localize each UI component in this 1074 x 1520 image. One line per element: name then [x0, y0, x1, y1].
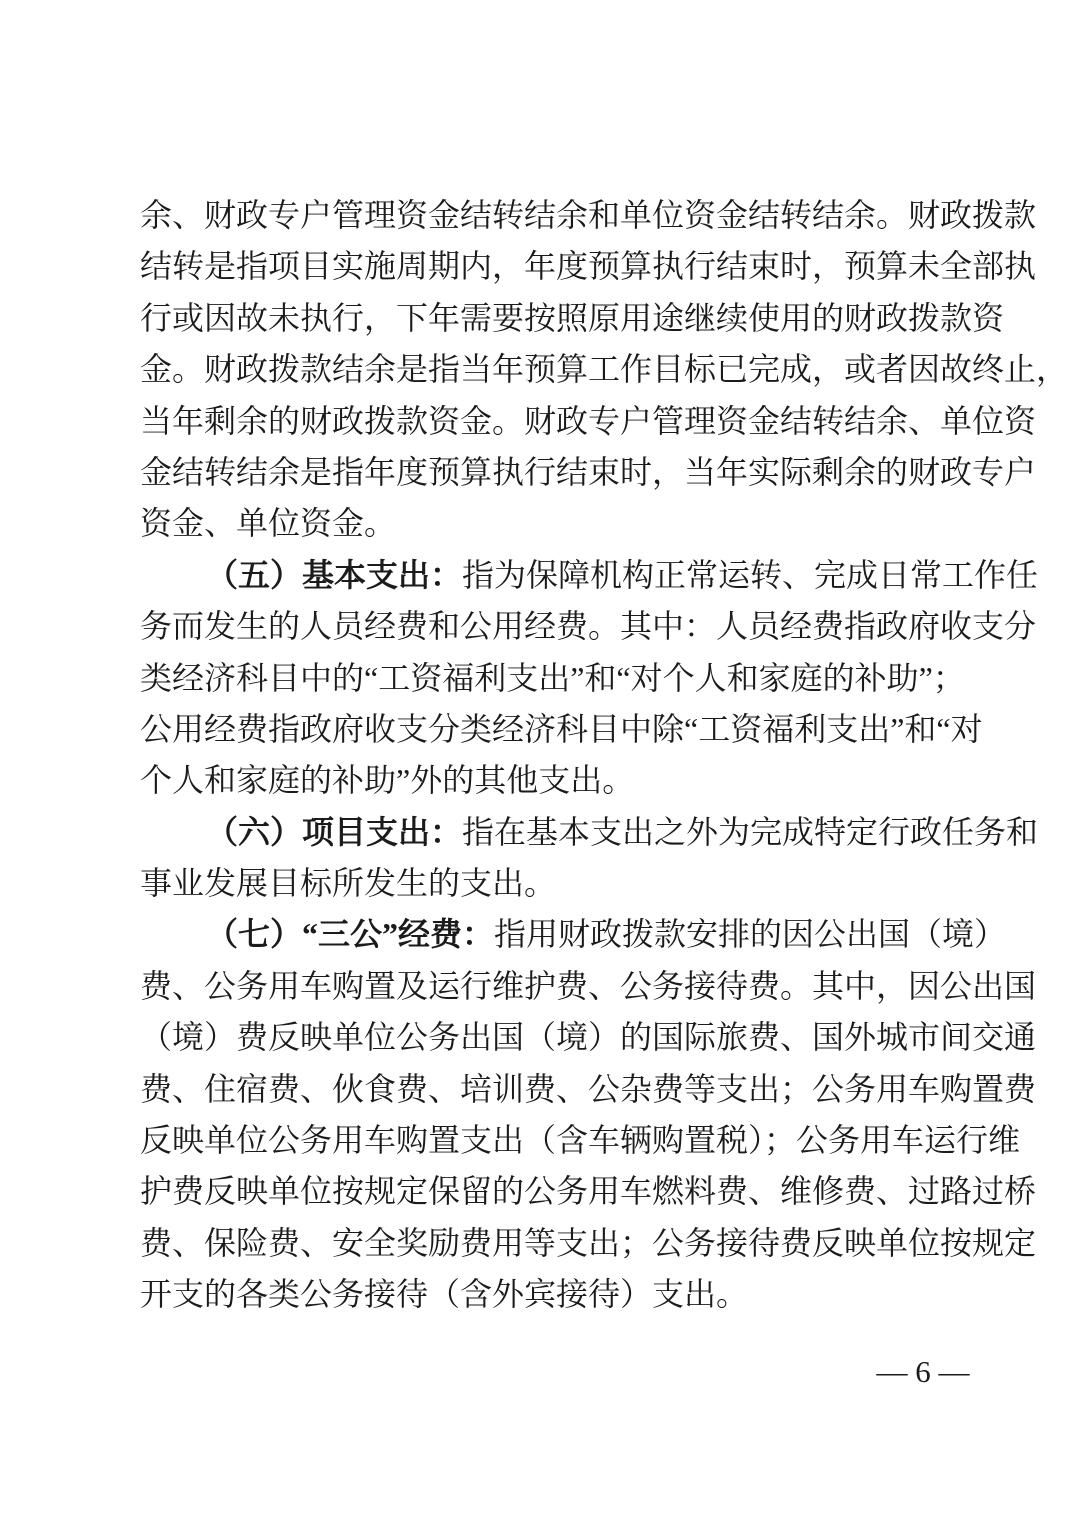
- text-line: [140, 961, 1037, 1012]
- text-line: [140, 447, 1037, 498]
- text-line: [140, 704, 983, 755]
- page-number: — 6 —: [876, 1354, 970, 1389]
- text-line: [140, 1064, 1037, 1115]
- text-line: [140, 909, 1007, 960]
- text-line: [140, 653, 965, 704]
- text-line: [140, 601, 1037, 652]
- text-segment: 公用经费指政府收支分类经济科目中除“工资福利支出”和“对: [140, 710, 983, 747]
- text-line: [140, 755, 936, 806]
- text-line: [140, 1218, 1037, 1269]
- text-segment: 资金、单位资金。: [140, 505, 397, 542]
- text-line: [140, 858, 936, 909]
- text-segment: 类经济科目中的“工资福利支出”和“对个人和家庭的补助”；: [140, 659, 965, 696]
- text-line: [140, 498, 936, 549]
- text-line: [140, 550, 1039, 601]
- text-segment: 金。财政拨款结余是指当年预算工作目标已完成，或者因故终止，: [140, 351, 1069, 388]
- text-segment: （境）费反映单位公务出国（境）的国际旅费、国外城市间交通: [140, 1019, 1037, 1056]
- text-segment: 务而发生的人员经费和公用经费。其中：人员经费指政府收支分: [140, 608, 1037, 645]
- text-line: [140, 1012, 1037, 1063]
- text-segment: 指在基本支出之外为完成特定行政任务和: [462, 813, 1039, 850]
- text-segment: 费、保险费、安全奖励费用等支出；公务接待费反映单位按规定: [140, 1224, 1037, 1261]
- body-text: [140, 190, 1069, 1321]
- text-segment: 事业发展目标所发生的支出。: [140, 865, 557, 902]
- text-line: [140, 190, 1037, 241]
- text-line: [140, 344, 1069, 395]
- text-segment: 指为保障机构正常运转、完成日常工作任: [462, 556, 1039, 593]
- text-segment: 当年剩余的财政拨款资金。财政专户管理资金结转结余、单位资: [140, 402, 1037, 439]
- text-segment: 结转是指项目实施周期内，年度预算执行结束时，预算未全部执: [140, 248, 1037, 285]
- text-line: [140, 293, 1005, 344]
- text-line: [140, 1115, 1021, 1166]
- term-emphasis: （五）基本支出：: [206, 556, 463, 593]
- text-segment: 个人和家庭的补助”外的其他支出。: [140, 762, 635, 799]
- term-emphasis: （七）“三公”经费：: [206, 916, 495, 953]
- text-segment: 费、公务用车购置及运行维护费、公务接待费。其中，因公出国: [140, 967, 1037, 1004]
- text-line: [140, 396, 1037, 447]
- text-segment: 费、住宿费、伙食费、培训费、公杂费等支出；公务用车购置费: [140, 1070, 1037, 1107]
- text-line: [140, 1166, 1037, 1217]
- text-segment: 指用财政拨款安排的因公出国（境）: [494, 916, 1007, 953]
- text-segment: 开支的各类公务接待（含外宾接待）支出。: [140, 1276, 749, 1313]
- text-segment: 余、财政专户管理资金结转结余和单位资金结转结余。财政拨款: [140, 197, 1037, 233]
- text-line: [140, 241, 1037, 292]
- text-segment: 行或因故未执行，下年需要按照原用途继续使用的财政拨款资: [140, 299, 1005, 336]
- term-emphasis: （六）项目支出：: [206, 813, 463, 850]
- text-segment: 金结转结余是指年度预算执行结束时，当年实际剩余的财政专户: [140, 453, 1037, 490]
- text-segment: 反映单位公务用车购置支出（含车辆购置税）；公务用车运行维: [140, 1122, 1021, 1159]
- text-segment: 护费反映单位按规定保留的公务用车燃料费、维修费、过路过桥: [140, 1173, 1037, 1210]
- text-line: [140, 807, 1039, 858]
- text-line: [140, 1269, 936, 1320]
